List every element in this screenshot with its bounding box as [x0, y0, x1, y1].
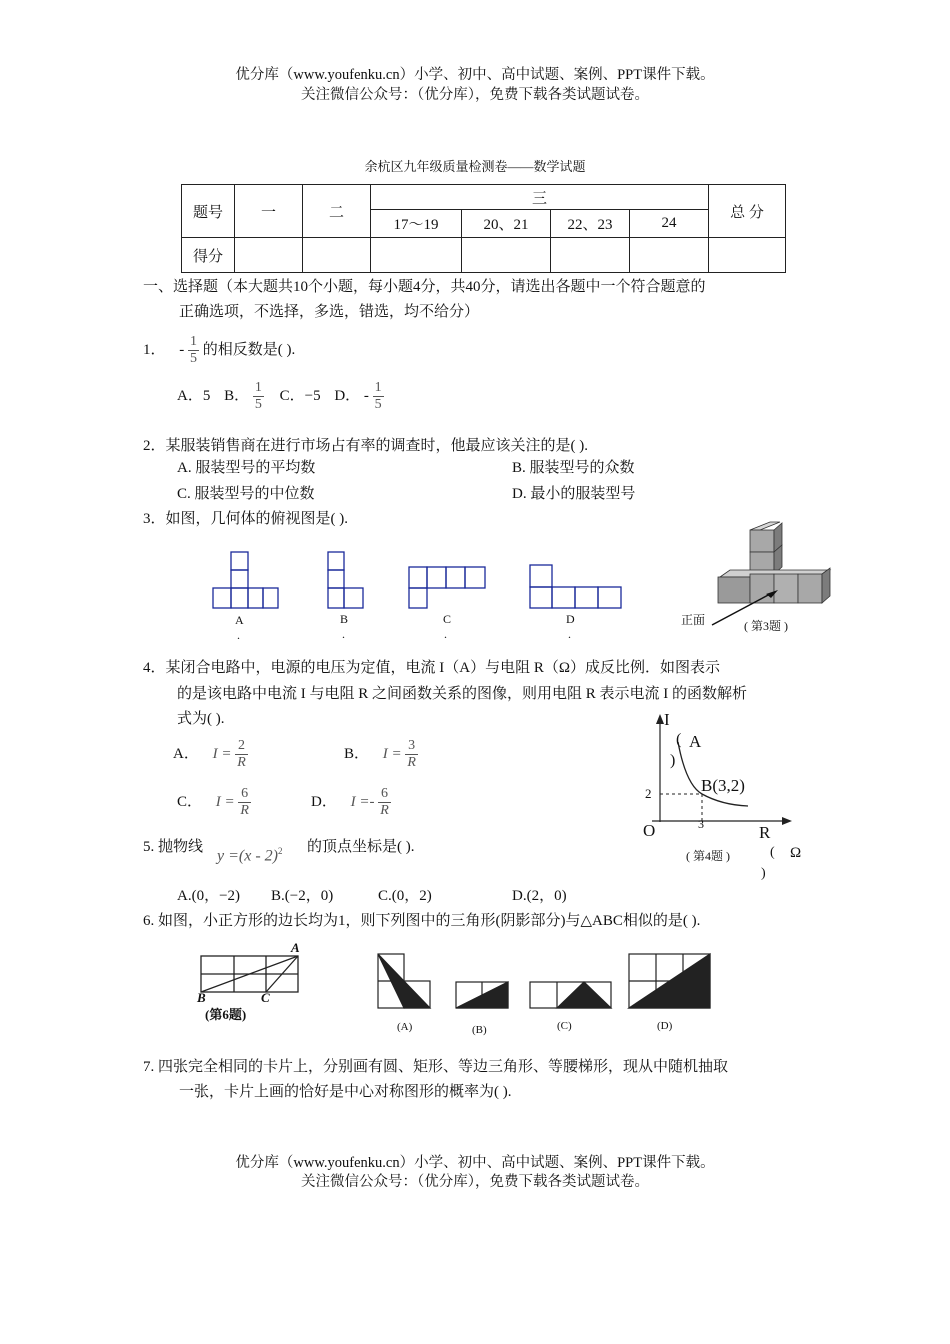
q2-option-c: C. 服装型号的中位数 [177, 486, 315, 502]
q5-stem-a: 5. 抛物线 [143, 839, 204, 855]
q4-unit-r-close: ) [761, 866, 766, 881]
q3-dot-d: . [568, 627, 571, 641]
frac-num: 6 [378, 786, 391, 803]
frac-den: R [407, 755, 416, 770]
q4-option-c-frac [238, 786, 251, 819]
score-subcol: 20、21 [462, 210, 551, 238]
frac-num: 3 [405, 738, 418, 755]
q4-option-a-lhs: I = [212, 745, 232, 762]
q3-view-d [530, 565, 621, 608]
q5-option-b: B.(−2，0) [271, 888, 334, 904]
score-subcol: 17～19 [371, 210, 462, 238]
q1-option-d-neg: - [363, 387, 369, 404]
frac-den: R [237, 755, 246, 770]
q3-label-d: D [566, 612, 575, 626]
q6-point-b: B [197, 990, 206, 1005]
q6-option-d: (D) [657, 1020, 673, 1032]
q5-formula [217, 846, 282, 865]
q4-axis-i: I [664, 710, 670, 729]
q4-option-b-frac [405, 738, 418, 771]
score-col-3: 三 [371, 185, 709, 210]
q1-tail: 的相反数是( ). [202, 341, 296, 358]
q4-option-d [311, 786, 391, 819]
score-col-1: 一 [235, 185, 303, 238]
section1-line-1: 一、选择题（本大题共10个小题，每小题4分，共40分，请选出各题中一个符合题意的 [143, 279, 706, 295]
q4-option-b-label: B． [344, 745, 370, 762]
q6-stem: 6. 如图，小正方形的边长均为1，则下列图中的三角形(阴影部分)与△ABC相似的是( ). [143, 913, 701, 929]
q4-option-d-label: D． [311, 793, 337, 810]
q6-option-c: (C) [557, 1020, 572, 1032]
q6-option-figures [378, 954, 710, 1008]
q4-option-c-label: C． [177, 793, 203, 810]
q5-formula-text: y =(x - 2) [217, 847, 278, 865]
q4-line-2: 的是该电路中电流 I 与电阻 R 之间函数关系的图像，则用电阻 R 表示电流 I 的函数解析 [177, 686, 748, 702]
q4-unit-r-open: ( [770, 845, 775, 860]
q1-num: 1． [143, 341, 166, 358]
q4-option-a [173, 738, 248, 771]
q3-view-c [409, 567, 485, 608]
q1-option-a: A．5 [177, 387, 211, 404]
q3-label-a: A [235, 613, 244, 627]
header-line-1: 优分库（www.youfenku.cn）小学、初中、高中试题、案例、PPT课件下载。 [235, 67, 715, 83]
q6-point-a: A [291, 940, 300, 955]
q3-dot-a: . [237, 628, 240, 642]
frac-num: 1 [254, 380, 262, 395]
frac-den: R [240, 803, 249, 818]
q3-dot-c: . [444, 627, 447, 641]
section1-line-2: 正确选项，不选择，多选，错选，均不给分） [179, 304, 480, 320]
q3-dot-b: . [342, 627, 345, 641]
q3-stem: 3．如图，几何体的俯视图是( ). [143, 511, 348, 527]
q6-option-b: (B) [472, 1024, 487, 1036]
q5-option-a: A.(0，−2) [177, 888, 241, 904]
q4-point-b: B(3,2) [701, 776, 745, 795]
q4-origin: O [643, 821, 656, 840]
q4-unit-a: A [689, 732, 702, 751]
q5-option-c: C.(0，2) [378, 888, 432, 904]
q5-option-d: D.(2，0) [512, 888, 567, 904]
page-title: 余杭区九年级质量检测卷——数学试题 [364, 159, 586, 174]
q4-unit-close: ) [670, 752, 676, 769]
q6-option-a: (A) [397, 1021, 413, 1033]
q3-label-c: C [443, 612, 452, 626]
frac-num: 6 [238, 786, 251, 803]
q4-option-b [344, 738, 418, 771]
q4-option-d-frac [378, 786, 391, 819]
score-row-label-score: 得分 [182, 238, 235, 273]
q3-front-label: 正面 [681, 613, 706, 627]
frac-num: 1 [374, 380, 382, 395]
q5-stem-b: 的顶点坐标是( ). [307, 839, 415, 855]
q5-formula-exp: 2 [277, 846, 283, 856]
frac-den: 5 [254, 397, 262, 412]
q1-frac-num: 1 [190, 334, 198, 349]
q4-option-c [177, 786, 251, 819]
frac-num: 2 [235, 738, 248, 755]
q4-option-b-lhs: I = [382, 745, 402, 762]
q4-option-a-label: A． [173, 745, 199, 762]
q7-line-2: 一张，卡片上画的恰好是中心对称图形的概率为( ). [179, 1084, 512, 1100]
q2-option-d: D. 最小的服装型号 [512, 486, 636, 502]
q4-line-3: 式为( ). [177, 711, 225, 727]
q3-solid [712, 522, 830, 625]
score-subcol: 24 [630, 210, 709, 238]
q1-option-b: B． [224, 387, 250, 404]
q4-unit-omega: Ω [790, 845, 802, 861]
frac-den: R [380, 803, 389, 818]
score-subcol: 22、23 [551, 210, 630, 238]
score-col-2: 二 [303, 185, 371, 238]
q4-unit-open: ( [676, 731, 682, 748]
q1-neg: - [179, 341, 185, 358]
q3-view-a [213, 552, 278, 608]
frac-den: 5 [374, 397, 382, 412]
footer-line-1: 优分库（www.youfenku.cn）小学、初中、高中试题、案例、PPT课件下载。 [235, 1155, 715, 1171]
q7-line-1: 7. 四张完全相同的卡片上，分别画有圆、矩形、等边三角形、等腰梯形，现从中随机抽取 [143, 1059, 729, 1075]
q2-stem: 2．某服装销售商在进行市场占有率的调查时，他最应该关注的是( ). [143, 438, 588, 454]
q4-axis-r: R [759, 823, 771, 842]
q4-option-a-frac [235, 738, 248, 771]
q6-figure-main [201, 956, 298, 992]
q4-option-c-lhs: I = [215, 793, 235, 810]
footer-line-2: 关注微信公众号：（优分库），免费下载各类试题试卷。 [301, 1174, 649, 1190]
q4-line-1: 4．某闭合电路中，电源的电压为定值，电流 I（A）与电阻 R（Ω）成反比例．如图表示 [143, 660, 720, 676]
q6-point-c: C [261, 990, 270, 1005]
q1-option-c: C．−5 [279, 387, 321, 404]
score-row-label-number: 题号 [182, 185, 235, 238]
q3-caption: ( 第3题 ) [744, 619, 788, 633]
q3-label-b: B [340, 612, 349, 626]
q4-caption: ( 第4题 ) [686, 849, 730, 863]
score-col-total: 总 分 [709, 185, 786, 238]
q4-tick-2: 2 [645, 786, 652, 801]
q4-option-d-lhs: I =- [350, 793, 375, 810]
q1-option-d: D． [334, 387, 361, 404]
q6-caption: (第6题) [205, 1007, 247, 1022]
q4-tick-3: 3 [698, 817, 704, 831]
q3-view-b [328, 552, 363, 608]
q1-frac-den: 5 [190, 351, 198, 366]
header-line-2: 关注微信公众号：（优分库），免费下载各类试题试卷。 [301, 87, 649, 103]
q2-option-b: B. 服装型号的众数 [512, 460, 635, 476]
q2-option-a: A. 服装型号的平均数 [177, 460, 316, 476]
